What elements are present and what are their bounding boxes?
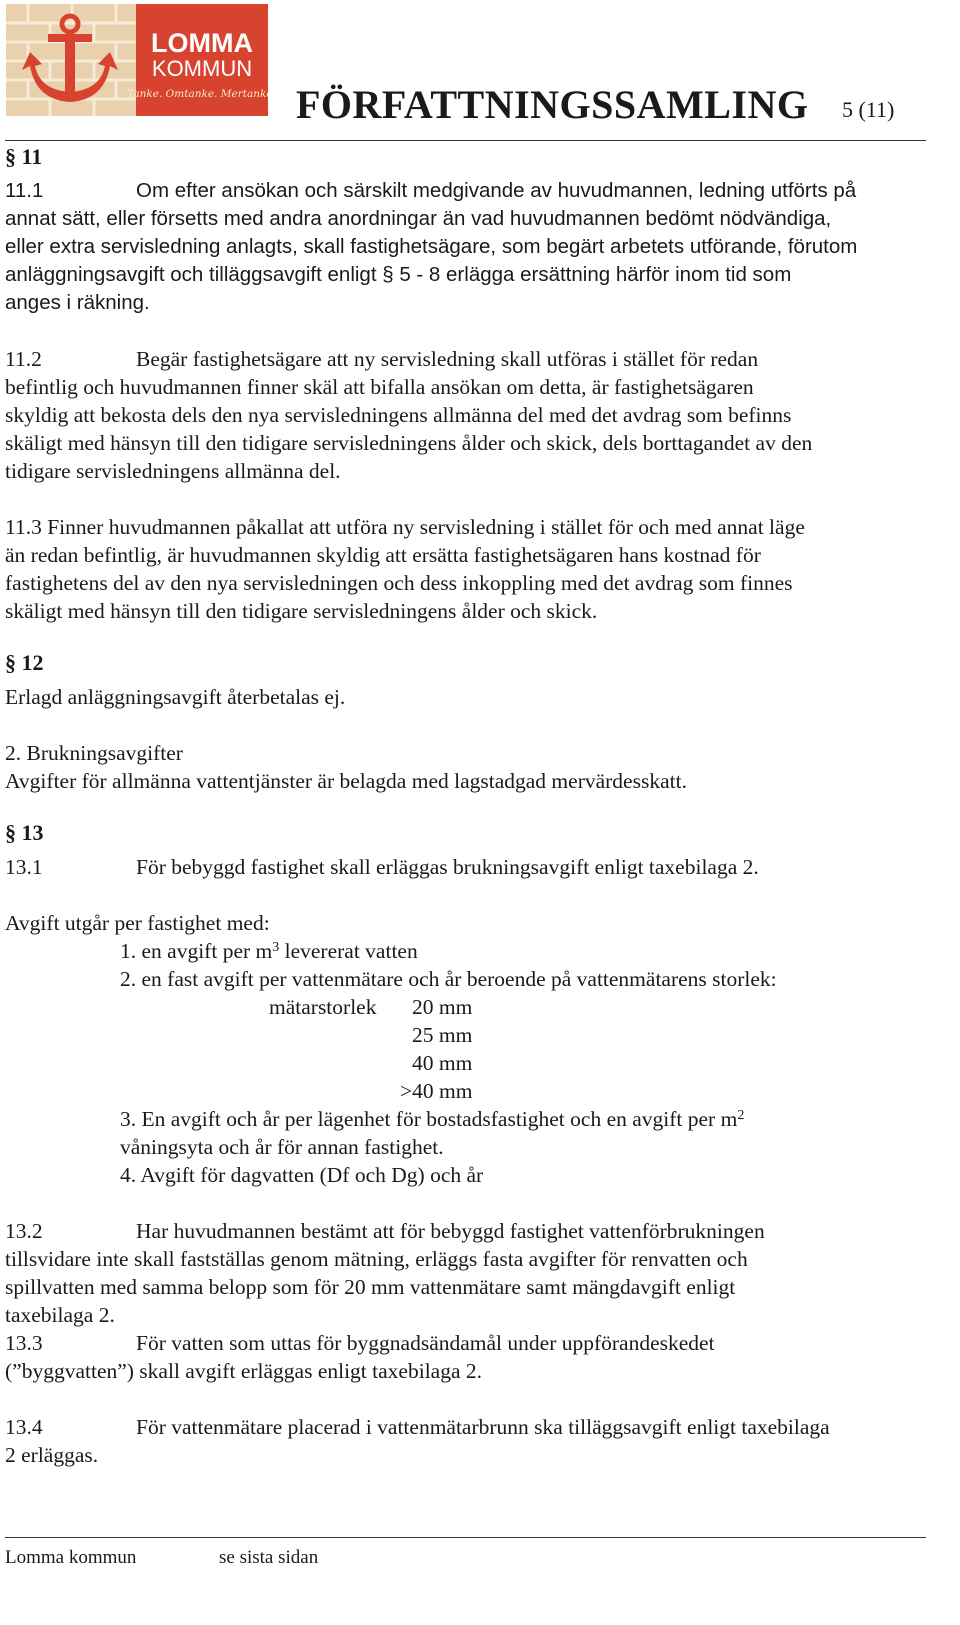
logo-word-kommun: KOMMUN <box>151 56 253 81</box>
para-11-2-line: tidigare servisledningens allmänna del. <box>5 459 341 483</box>
meter-size-value: 40 mm <box>412 1051 473 1075</box>
document-title: FÖRFATTNINGSSAMLING <box>296 82 809 127</box>
section-12-heading: § 12 <box>5 650 44 675</box>
para-11-1-line: anges i räkning. <box>5 291 150 314</box>
para-13-4-line: För vattenmätare placerad i vattenmätarbrunn ska tilläggsavgift enligt taxebilaga <box>136 1415 830 1439</box>
footer-rule <box>5 1537 926 1538</box>
brukningsavgifter-text: Avgifter för allmänna vattentjänster är belagda med lagstadgad mervärdesskatt. <box>5 769 687 793</box>
para-13-2-line: tillsvidare inte skall fastställas genom mätning, erläggs fasta avgifter för renvatten och <box>5 1247 748 1271</box>
para-13-3-number: 13.3 <box>5 1331 43 1355</box>
header-rule <box>5 140 926 141</box>
para-13-4-line: 2 erläggas. <box>5 1443 99 1467</box>
para-11-2-number: 11.2 <box>5 347 42 371</box>
logo-slogan: Tanke. Omtanke. Mertanke! <box>127 88 268 100</box>
brukningsavgifter-heading: 2. Brukningsavgifter <box>5 741 183 765</box>
page-number: 5 (11) <box>842 97 895 122</box>
fee-item-3: 3. En avgift och år per lägenhet för bostadsfastighet och en avgift per $m^2$ <box>120 1107 745 1131</box>
para-13-1-text: För bebyggd fastighet skall erläggas brukningsavgift enligt taxebilaga 2. <box>136 855 759 879</box>
para-11-2-line: skyldig att bekosta dels den nya servisledningens allmänna del med det avdrag som befinns <box>5 403 792 427</box>
fee-intro: Avgift utgår per fastighet med: <box>5 911 270 935</box>
para-13-3-line: För vatten som uttas för byggnadsändamål under uppförandeskedet <box>136 1331 715 1355</box>
para-13-2-number: 13.2 <box>5 1219 43 1243</box>
para-13-1-number: 13.1 <box>5 855 43 879</box>
meter-size-value: 20 mm <box>412 995 473 1019</box>
meter-size-value: 25 mm <box>412 1023 473 1047</box>
para-11-3-line: 11.3 Finner huvudmannen påkallat att utföra ny servisledning i stället för och med annat läge <box>5 515 805 539</box>
para-11-1-number: 11.1 <box>5 179 44 202</box>
footer-note: se sista sidan <box>219 1547 319 1568</box>
para-11-1-line: annat sätt, eller försetts med andra anordningar än vad huvudmannen bedömt nödvändiga, <box>5 207 832 230</box>
section-12-text: Erlagd anläggningsavgift återbetalas ej. <box>5 685 346 709</box>
fee-item-1: 1. en avgift per $m^3$ levererat vatten <box>120 939 418 963</box>
meter-size-label: mätarstorlek <box>269 995 377 1019</box>
para-13-3-line: (”byggvatten”) skall avgift erläggas enligt taxebilaga 2. <box>5 1359 482 1383</box>
section-13-heading: § 13 <box>5 820 44 845</box>
lomma-kommun-logo <box>6 4 268 116</box>
fee-item-3-continued: våningsyta och år för annan fastighet. <box>120 1135 444 1159</box>
para-11-2-line: Begär fastighetsägare att ny servisledning skall utföras i stället för redan <box>136 347 759 371</box>
fee-item-2: 2. en fast avgift per vattenmätare och år beroende på vattenmätarens storlek: <box>120 967 777 991</box>
para-13-2-line: spillvatten med samma belopp som för 20 mm vattenmätare samt mängdavgift enligt <box>5 1275 736 1299</box>
fee-item-4: 4. Avgift för dagvatten (Df och Dg) och år <box>120 1163 484 1187</box>
logo-word-lomma: LOMMA <box>151 28 253 58</box>
para-11-2-line: skäligt med hänsyn till den tidigare servisledningens ålder och skick, dels borttagandet av den <box>5 431 813 455</box>
para-13-2-line: taxebilaga 2. <box>5 1303 115 1327</box>
para-11-2-line: befintlig och huvudmannen finner skäl att bifalla ansökan om detta, är fastighetsägaren <box>5 375 754 399</box>
para-11-1-line: Om efter ansökan och särskilt medgivande av huvudmannen, ledning utförts på <box>136 179 857 202</box>
section-11-heading: § 11 <box>5 144 43 169</box>
para-11-1-line: eller extra servisledning anlagts, skall fastighetsägare, som begärt arbetets utförande, förutom <box>5 235 858 258</box>
para-11-3-line: än redan befintlig, är huvudmannen skyldig att ersätta fastighetsägaren hans kostnad för <box>5 543 761 567</box>
para-11-3-line: fastighetens del av den nya servisledningen och dess inkoppling med det avdrag som finnes <box>5 571 793 595</box>
para-13-4-number: 13.4 <box>5 1415 43 1439</box>
para-11-3-line: skäligt med hänsyn till den tidigare servisledningens ålder och skick. <box>5 599 598 623</box>
footer-organization: Lomma kommun <box>5 1547 137 1568</box>
para-13-2-line: Har huvudmannen bestämt att för bebyggd fastighet vattenförbrukningen <box>136 1219 765 1243</box>
meter-size-value: >40 mm <box>400 1079 473 1103</box>
para-11-1-line: anläggningsavgift och tilläggsavgift enligt § 5 - 8 erlägga ersättning härför inom tid som <box>5 263 792 286</box>
